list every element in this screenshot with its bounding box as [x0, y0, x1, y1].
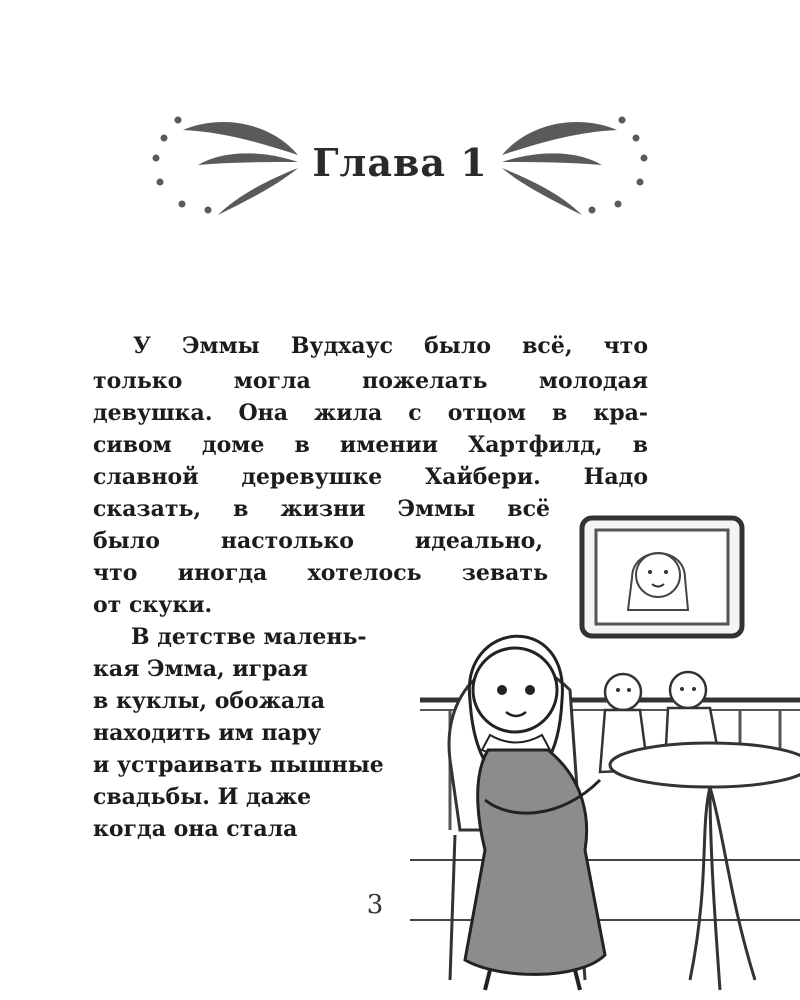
text-line: что иногда хотелось зевать [93, 560, 548, 586]
text-line: было настолько идеально, [93, 528, 543, 554]
text-line: и устраивать пышные [93, 752, 384, 778]
text-line: только могла пожелать молодая [93, 368, 648, 394]
text-line: девушка. Она жила с отцом в кра- [93, 400, 648, 426]
text-line: кая Эмма, играя [93, 656, 309, 682]
text-line: сказать, в жизни Эммы всё [93, 496, 550, 522]
text-line: когда она стала [93, 816, 298, 842]
text-line: свадьбы. И даже [93, 784, 312, 810]
page-number: 3 [366, 890, 384, 920]
text-line: от скуки. [93, 592, 213, 618]
chapter-title: Глава 1 [312, 140, 488, 185]
text-line: В детстве малень- [131, 624, 367, 650]
chapter-header [0, 110, 800, 220]
girl-with-dolls-illustration [410, 500, 800, 1000]
right-ornament-icon [492, 110, 652, 220]
text-line: в куклы, обожала [93, 688, 325, 714]
text-line: находить им пару [93, 720, 322, 746]
text-line: славной деревушке Хайбери. Надо [93, 464, 648, 490]
text-line: сивом доме в имении Хартфилд, в [93, 432, 648, 458]
text-line: У Эммы Вудхаус было всё, что [133, 333, 648, 359]
framed-portrait-icon [582, 518, 742, 636]
